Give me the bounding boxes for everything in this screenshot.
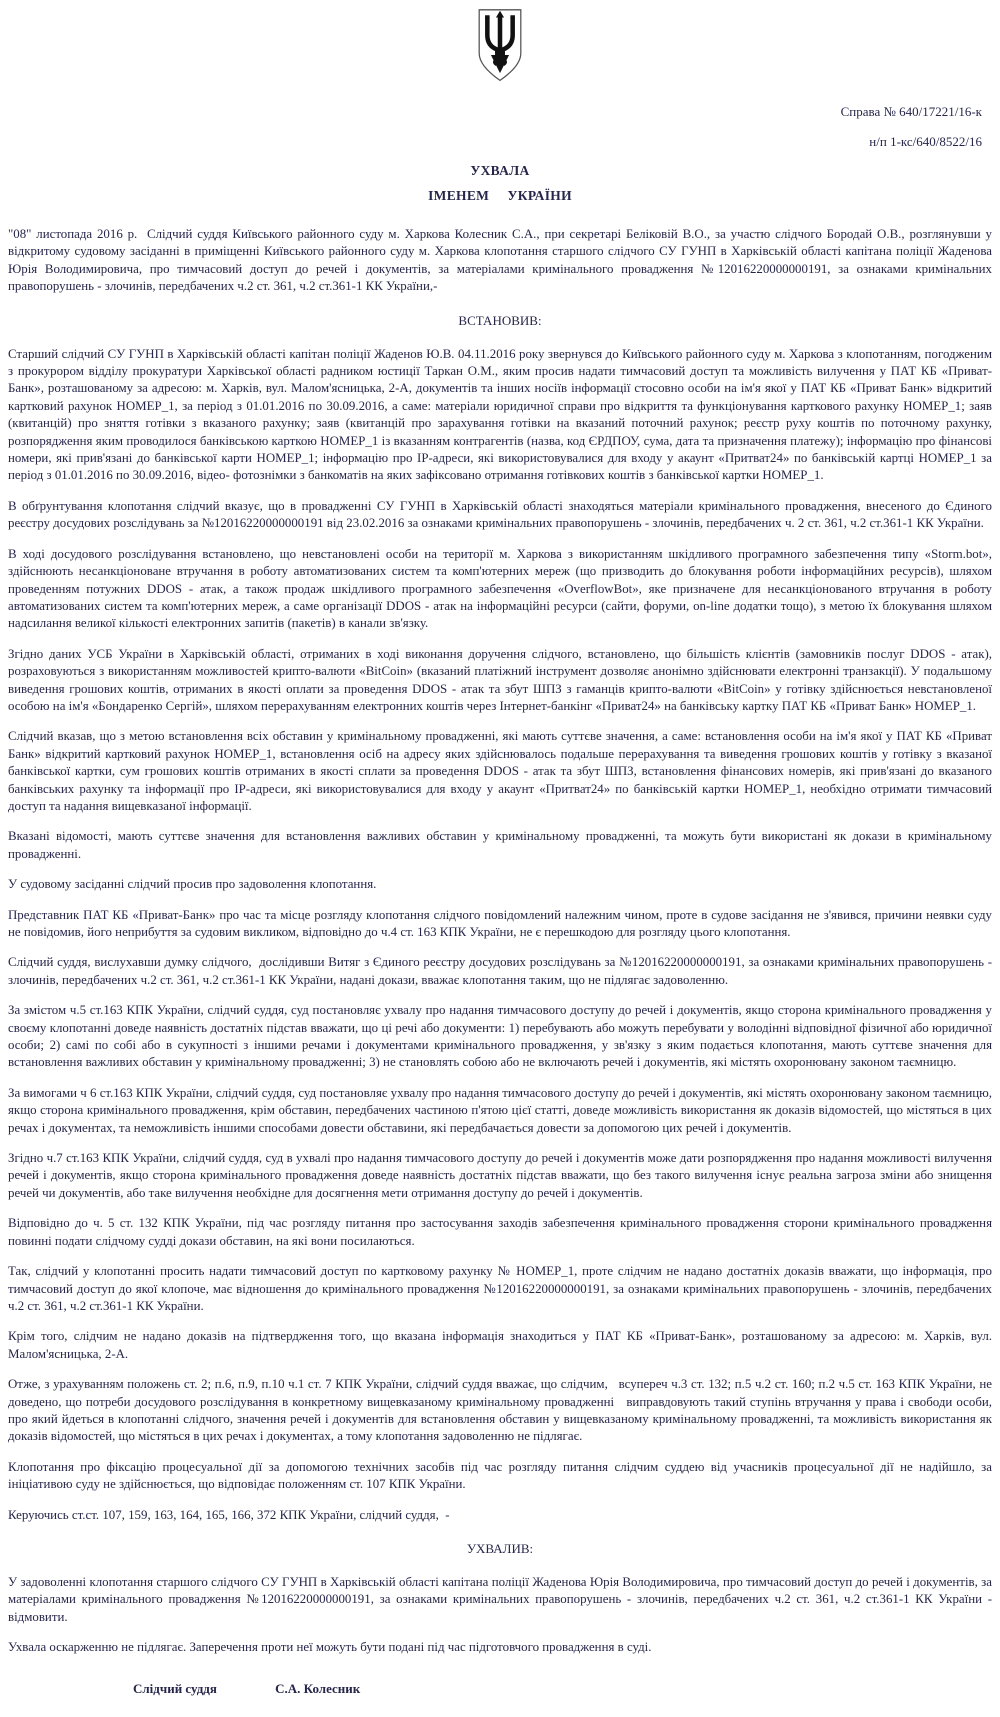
paragraph: Згідно ч.7 ст.163 КПК України, слідчий суддя, суд в ухвалі про надання тимчасового доступу до речей і документів може дати розпорядження про надання можливості вилучення речей і документів, якщо сторона кримінального провадження доведе наявність достатніх підстав вважати, що без такого вилучення існує реальна загроза зміни або знищення речей чи документів, або таке вилучення необхідне для досягнення мети отримання доступу до речей і документів. <box>8 1151 996 1200</box>
case-number: Справа № 640/17221/16-к <box>840 104 982 119</box>
paragraph: Слідчий суддя, вислухавши думку слідчого, дослідивши Витяг з Єдиного реєстру досудових розслідувань за №12016220000000191, за ознаками кримінальних правопорушень - злочинів, передбачених ч.2 ст. 361, ч.2 ст.361-1 КК України, надані докази, вважає клопотання таким, що не підлягає задоволенню. <box>8 955 996 987</box>
ruled-heading: УХВАЛИВ: <box>466 1540 534 1556</box>
paragraph: Представник ПАТ КБ «Приват-Банк» про час та місце розгляду клопотання слідчого повідомлений належним чином, проте в судове засідання не з'явився, причини неявки суду не повідомив, його неприбуття за судовим викликом, відповідно до ч.4 ст. 163 КПК України, не є перешкодою для розгляду цього клопотання. <box>8 907 996 939</box>
paragraph: Клопотання про фіксацію процесуальної дії за допомогою технічних засобів під час розгляду питання слідчим суддею від учасників процесуальної дії не надійшло, за ініціативою суду не здійснюється, що відповідає положенням ст. 107 КПК України. <box>8 1459 996 1492</box>
paragraph: За вимогами ч 6 ст.163 КПК України, слідчий суддя, суд постановляє ухвалу про надання тимчасового доступу до речей і документів, які містять охоронювану законом таємницю, якщо сторона кримінального провадження, крім обставин, передбачених частиною п'ятою цієї статті, доведе можливість використання як доказів відомостей, що містяться в цих речах і документах, та неможливість іншими способами довести обставини, які передбачається довести за допомогою цих речей і документів. <box>8 1085 996 1135</box>
document-body <box>8 226 996 1697</box>
paragraph: Керуючись ст.ст. 107, 159, 163, 164, 165, 166, 372 КПК України, слідчий суддя, - <box>8 1507 450 1522</box>
document-title: УХВАЛА <box>470 163 530 178</box>
paragraph: В обґрунтування клопотання слідчий вказує, що в провадженні СУ ГУНП в Харківській області знаходяться матеріали кримінального провадження, внесеного до Єдиного реєстру досудових розслідувань за №12016220000000191 від 23.02.2016 за ознаками кримінальних правопорушень - злочинів, передбачених ч. 2 ст. 361, ч.2 ст.361-1 КК України. <box>8 498 996 531</box>
paragraph: В ході досудового розслідування встановлено, що невстановлені особи на території м. Харкова з використанням шкідливого програмного забезпечення типу «Storm.bot», здійснюють несанкціоноване втручання в роботу автоматизованих систем та комп'ютерних мереж (що призводить до блокування роботи інформаційних ресурсів), шляхом проведенням потужних DDOS - атак, а також продаж шкідливого програмного забезпечення «OverflowBot», яке призначене для несанкціонованого втручання в роботу автоматизованих систем та комп'ютерних мереж, а саме організації DDOS - атак на інформаційні ресурси (сайти, форуми, on-line додатки тощо), з метою їх блокування шляхом надсилання великої кількості електронних запитів (пакетів) в канали зв'язку. <box>8 546 996 631</box>
proceeding-number: н/п 1-кс/640/8522/16 <box>869 134 982 149</box>
intro-paragraph: "08" листопада 2016 р. Слідчий суддя Київського районного суду м. Харкова Колесник С.А., при секретарі Беліковій В.О., за участю слідчого Бородай О.В., розглянувши у відкритому судовому засіданні в приміщенні Київського районного суду м. Харкова клопотання старшого слідчого СУ ГУНП в Харківській області капітана поліції Жаденова Юрія Володимировича, про тимчасовий доступ до речей і документів, за матеріалами кримінального провадження №12016220000000191, за ознаками кримінальних правопорушень - злочинів, передбачених ч.2 ст. 361, ч.2 ст.361-1 КК України,- <box>8 227 996 294</box>
paragraph: Так, слідчий у клопотанні просить надати тимчасовий доступ по картковому рахунку № НОМЕР_1, проте слідчим не надано достатніх доказів вважати, що інформація, про тимчасовий доступ до якої клопоче, має відношення до кримінального провадження №12016220000000191, за ознаками кримінальних правопорушень - злочинів, передбачених ч.2 ст. 361, ч.2 ст.361-1 КК України. <box>8 1264 996 1313</box>
judge-name: С.А. Колесник <box>275 1680 361 1696</box>
paragraph: Отже, з урахуванням положень ст. 2; п.6, п.9, п.10 ч.1 ст. 7 КПК України, слідчий суддя вважає, що слідчим, всупереч ч.3 ст. 132; п.5 ч.2 ст. 160; п.2 ч.5 ст. 163 КПК України, не доведено, що потреби досудового розслідування в конкретному вищевказаному кримінальному провадженні виправдовують такий ступінь втручання у права і свободи особи, про який йдеться в клопотанні слідчого, значення речей і документів для встановлення обставин у вищевказаному кримінальному провадженні, та можливість використання як доказів відомостей, що містяться в цих речах і документах, а тому клопотання задоволенню не підлягає. <box>8 1377 996 1444</box>
paragraph: Згідно даних УСБ України в Харківській області, отриманих в ході виконання доручення слідчого, встановлено, що більшість клієнтів (замовників послуг DDOS - атак), розраховуються з використанням можливостей крипто-валюти «BitCoin» (вказаний платіжний інструмент дозволяє анонімно здійснювати електронні транзакції). У подальшому виведення грошових коштів, отриманих в якості оплати за проведення DDOS - атак та збут ШПЗ з гаманців крипто-валюти «BitCoin» у готівку здійснюється невстановленої особою на ім'я «Бондаренко Сергій», шляхом перерахуванням електронних коштів через Інтернет-банкінг «Приват24» на банківську картку ПАТ КБ «Приват Банк» НОМЕР_1. <box>8 646 996 713</box>
established-heading: ВСТАНОВИВ: <box>458 312 542 328</box>
document-subtitle: ІМЕНЕМ УКРАЇНИ <box>428 188 572 203</box>
paragraph: Старший слідчий СУ ГУНП в Харківській області капітан поліції Жаденов Ю.В. 04.11.2016 року звернувся до Київського районного суду м. Харкова з клопотанням, погодженим з прокурором відділу прокуратури Харківської області радником юстиції Таркан О.М., яким просив надати тимчасовий доступ та можливість вилучення у ПАТ КБ «Приват-Банк», розташованому за адресою: м. Харків, вул. Малом'ясницька, 2-А, документів та інших носіїв інформації стосовно особи на ім'я якої у ПАТ КБ «Приват Банк» відкритий картковий рахунок НОМЕР_1, за період з 01.01.2016 по 30.09.2016, а саме: матеріали юридичної справи про відкриття та функціонування карткового рахунку НОМЕР_1; заяв (квитанцій) про зняття готівки з вказаного рахунку; заяв (квитанцій про зарахування готівки на вказаний поточний рахунок; реєстр руху коштів по поточному рахунку, розпорядження яким проводилося банківською карткою НОМЕР_1 із вказанням контрагентів (назва, код ЄРДПОУ, сума, дата та призначення платежу); інформацію про фінансові номери, які прив'язані до банківської карти НОМЕР_1; інформацію про ІР-адреси, які використовувалися для входу у акаунт «Притват24» по банківській картці НОМЕР_1 за період з 01.01.2016 по 30.09.2016, відео- фотознімки з банкоматів на яких зафіксовано отримання готівкових коштів з банківської картки НОМЕР_1. <box>8 346 996 483</box>
case-info-block <box>8 103 992 150</box>
paragraph: Вказані відомості, мають суттєве значення для встановлення важливих обставин у кримінальному провадженні, та можуть бути використані як докази в кримінальному провадженні. <box>8 829 996 861</box>
paragraph: За змістом ч.5 ст.163 КПК України, слідчий суддя, суд постановляє ухвалу про надання тимчасового доступу до речей і документів, якщо сторона кримінального провадження у своєму клопотанні доведе наявність достатніх підстав вважати, що ці речі або документи: 1) перебувають або можуть перебувати у володінні відповідної фізичної або юридичної особи; 2) самі по собі або в сукупності з іншими речами і документами кримінального провадження, у зв'язку з яким подається клопотання, мають суттєве значення для встановлення важливих обставин у кримінальному провадженні; 3) не становлять собою або не включають речей і документів, які містять охоронювану законом таємницю. <box>8 1003 996 1070</box>
judge-role-label: Слідчий суддя <box>133 1680 217 1696</box>
ukraine-coat-of-arms-icon <box>468 8 532 84</box>
paragraph: Слідчий вказав, що з метою встановлення всіх обставин у кримінальному провадженні, які мають суттєве значення, а саме: встановлення особи на ім'я якої у ПАТ КБ «Приват Банк» відкритий картковий рахунок НОМЕР_1, встановлення осіб на адресу яких здійснювалось подальше перерахування та виведення грошових коштів у готівку з вказаної банківської картки, сум грошових коштів отриманих в якості сплати за проведення DDOS - атак та збут ШПЗ, встановлення фінансових номерів, які прив'язані до вказаного банківських рахунку та інформації про ІР-адреси, які використовувалися для входу у акаунт «Притват24» по банківській картки НОМЕР_1, необхідно отримати тимчасовий доступ та надання вищевказаної інформації. <box>8 729 996 813</box>
emblem-container <box>8 8 992 89</box>
paragraph: Крім того, слідчим не надано доказів на підтвердження того, що вказана інформація знаходиться у ПАТ КБ «Приват-Банк», розташованому за адресою: м. Харків, вул. Малом'ясницька, 2-А. <box>8 1329 996 1361</box>
paragraph: Ухвала оскарженню не підлягає. Заперечення проти неї можуть бути подані під час підготовчого провадження в суді. <box>8 1640 652 1655</box>
paragraph: У задоволенні клопотання старшого слідчого СУ ГУНП в Харківській області капітана поліції Жаденова Юрія Володимировича, про тимчасовий доступ до речей і документів, за матеріалами кримінального провадження №12016220000000191, за ознаками кримінальних правопорушень - злочинів, передбачених ч.2 ст. 361, ч.2 ст.361-1 КК України - відмовити. <box>8 1574 996 1624</box>
signature-row <box>8 1681 992 1697</box>
paragraph: Відповідно до ч. 5 ст. 132 КПК України, під час розгляду питання про застосування заходів забезпечення кримінального провадження сторони кримінального провадження повинні подати слідчому судді докази обставин, на які вони посилаються. <box>8 1216 996 1248</box>
paragraph: У судовому засіданні слідчий просив про задоволення клопотання. <box>8 877 377 892</box>
